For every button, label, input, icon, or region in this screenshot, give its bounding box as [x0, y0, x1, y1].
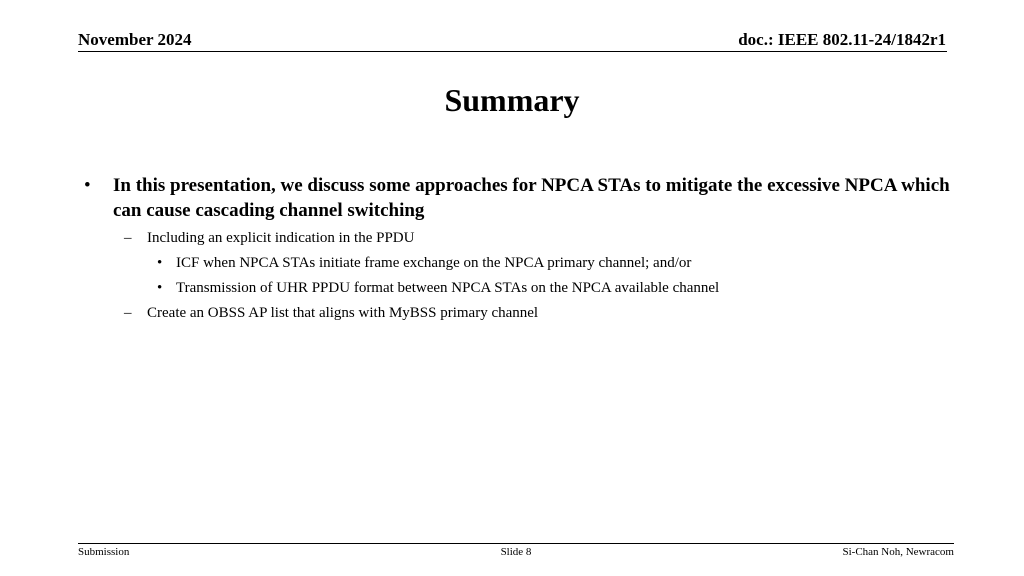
sub-bullet-1-text: Including an explicit indication in the PPDU — [147, 230, 415, 246]
dash-icon: – — [124, 305, 132, 321]
footer-author: Si-Chan Noh, Newracom — [842, 546, 954, 558]
bullet-main-text: In this presentation, we discuss some approaches for NPCA STAs to mitigate the excessive NPCA which can cause cascading channel switching — [113, 175, 950, 221]
footer-slide-number: Slide 8 — [500, 546, 532, 558]
slide-body — [84, 173, 954, 323]
sub-bullet-2 — [84, 303, 954, 323]
sub-bullet-1 — [84, 228, 954, 248]
sub-bullet-2-text: Create an OBSS AP list that aligns with MyBSS primary channel — [147, 305, 539, 321]
slide-footer — [78, 546, 954, 562]
footer-divider — [78, 543, 954, 544]
slide-title: Summary — [444, 82, 580, 118]
bullet-icon: • — [157, 280, 163, 296]
bullet-icon: • — [157, 255, 163, 271]
dash-icon: – — [124, 230, 132, 246]
sub-sub-bullet-1-text: ICF when NPCA STAs initiate frame exchange on the NPCA primary channel; and/or — [176, 255, 692, 271]
bullet-icon: • — [84, 175, 91, 196]
header-doc-id: doc.: IEEE 802.11-24/1842r1 — [738, 30, 946, 49]
sub-sub-bullet-2-text: Transmission of UHR PPDU format between NPCA STAs on the NPCA available channel — [176, 280, 720, 296]
sub-sub-bullet-1 — [84, 253, 954, 273]
header-date: November 2024 — [78, 30, 192, 49]
bullet-main — [84, 173, 954, 223]
sub-sub-bullet-2 — [84, 278, 954, 298]
header-divider — [78, 51, 947, 52]
slide-header — [78, 30, 946, 52]
footer-submission: Submission — [78, 546, 130, 558]
